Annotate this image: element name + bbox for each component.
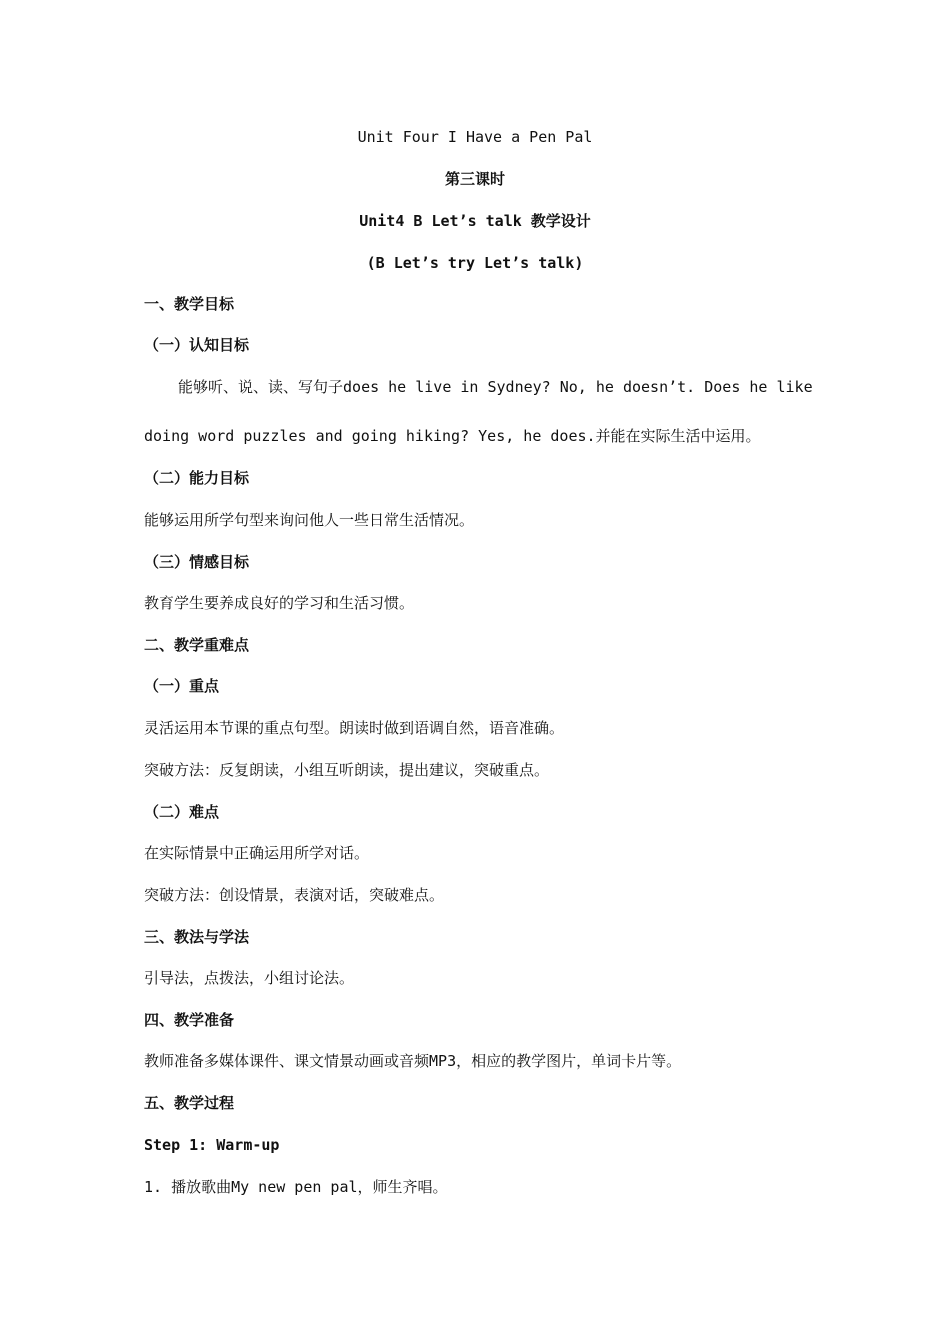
lesson-label: 第三课时: [444, 170, 505, 188]
paragraph-1-line-1: 能够听、说、读、写句子does he live in Sydney? No, he doesn’t. Does he like: [178, 378, 813, 396]
subsection-heading-1-1: （一）认知目标: [144, 336, 250, 354]
list-item-1: 1. 播放歌曲My new pen pal，师生齐唱。: [144, 1178, 448, 1196]
document-subtitle-2: (B Let’s try Let’s talk): [366, 254, 584, 272]
paragraph-2: 能够运用所学句型来询问他人一些日常生活情况。: [144, 511, 475, 529]
subsection-heading-2-1: （一）重点: [144, 677, 220, 695]
paragraph-9: 教师准备多媒体课件、课文情景动画或音频MP3，相应的教学图片，单词卡片等。: [144, 1052, 682, 1070]
subsection-heading-2-2: （二）难点: [144, 803, 220, 821]
section-heading-1: 一、教学目标: [144, 295, 235, 313]
step-heading-1: Step 1: Warm-up: [144, 1136, 280, 1154]
section-heading-3: 三、教法与学法: [144, 928, 250, 946]
paragraph-5: 突破方法：反复朗读，小组互听朗读，提出建议，突破重点。: [144, 761, 550, 779]
document-subtitle: Unit4 B Let’s talk 教学设计: [359, 212, 591, 230]
subsection-heading-1-2: （二）能力目标: [144, 469, 250, 487]
paragraph-1-line-2: doing word puzzles and going hiking? Yes, he does.并能在实际生活中运用。: [144, 427, 761, 445]
section-heading-4: 四、教学准备: [144, 1011, 235, 1029]
section-heading-5: 五、教学过程: [144, 1094, 235, 1112]
paragraph-4: 灵活运用本节课的重点句型。朗读时做到语调自然，语音准确。: [144, 719, 565, 737]
paragraph-6: 在实际情景中正确运用所学对话。: [144, 844, 370, 862]
subsection-heading-1-3: （三）情感目标: [144, 553, 250, 571]
document-title: Unit Four I Have a Pen Pal: [357, 128, 593, 146]
section-heading-2: 二、教学重难点: [144, 636, 250, 654]
paragraph-3: 教育学生要养成良好的学习和生活习惯。: [144, 594, 415, 612]
paragraph-7: 突破方法：创设情景，表演对话，突破难点。: [144, 886, 445, 904]
paragraph-8: 引导法，点拨法，小组讨论法。: [144, 969, 355, 987]
